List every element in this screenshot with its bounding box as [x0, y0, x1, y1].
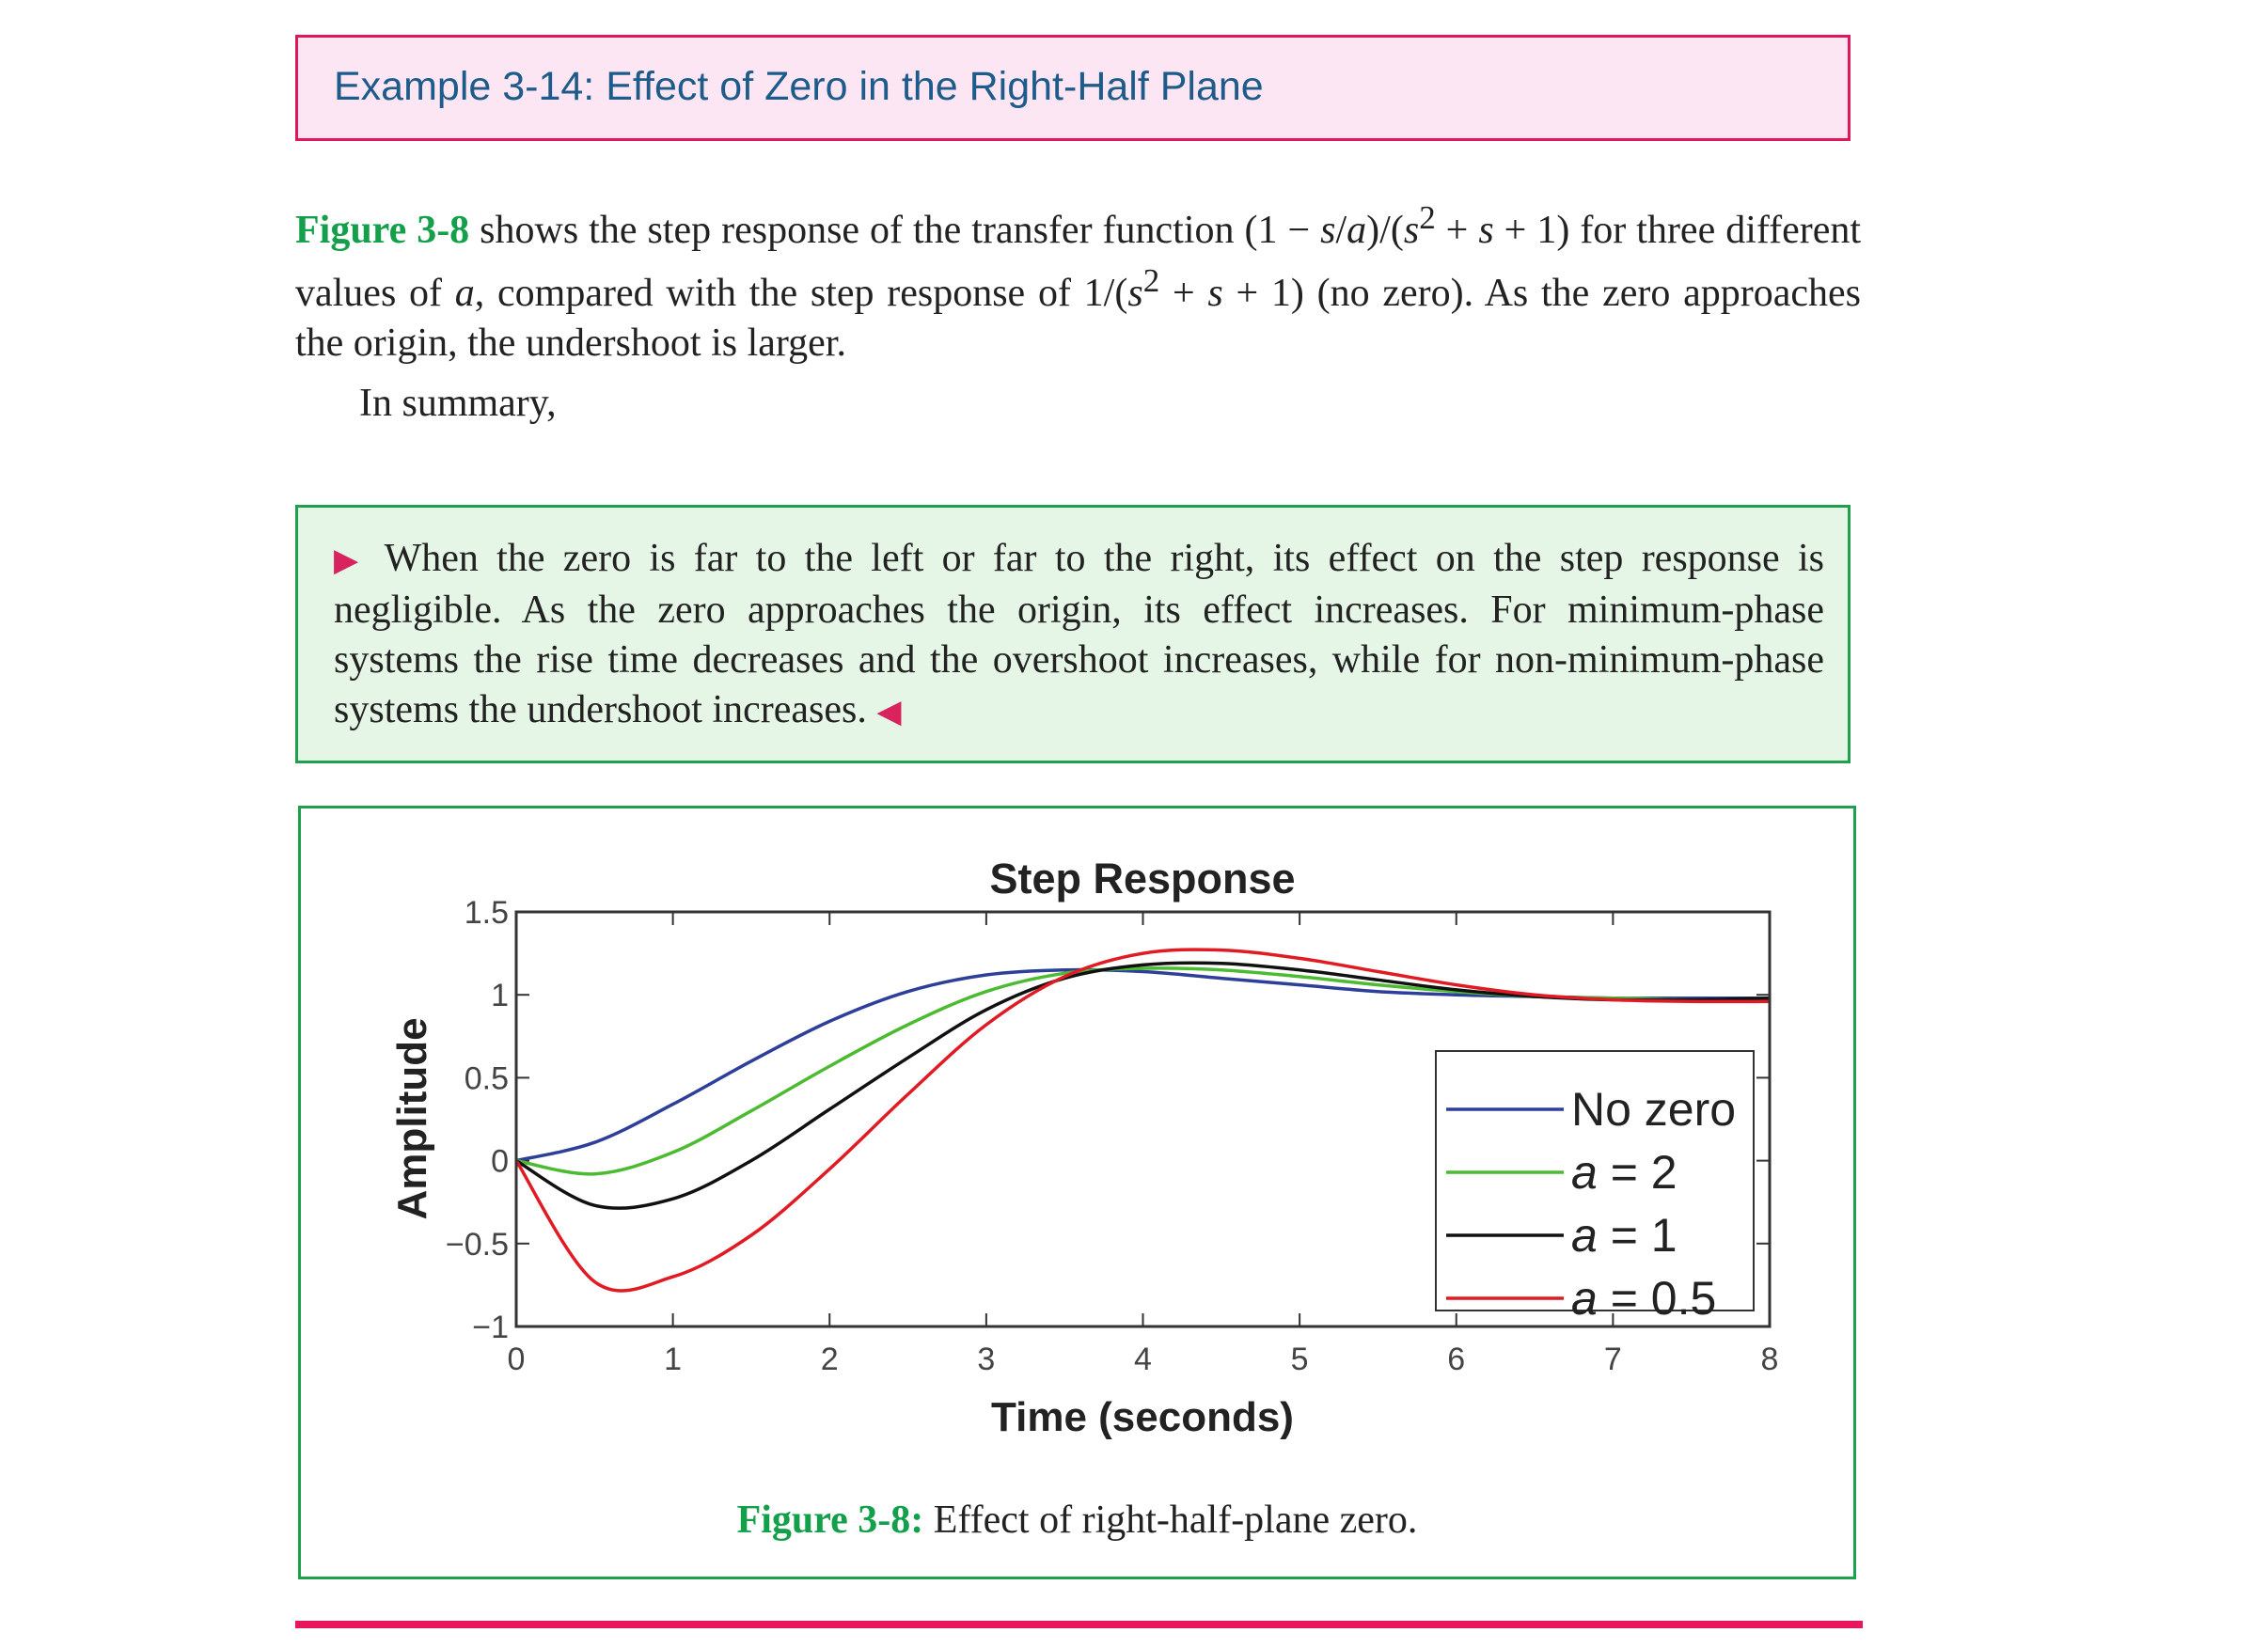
- summary-note-box: [295, 505, 1851, 763]
- summary-text: In summary,: [359, 382, 557, 425]
- y-tick-label: −1: [472, 1310, 509, 1345]
- figure-reference-link[interactable]: Figure 3-8: [295, 209, 470, 252]
- var-s: s: [1478, 209, 1494, 252]
- para-text-7: +: [1159, 272, 1208, 315]
- x-tick-label: 8: [1760, 1342, 1779, 1377]
- x-tick-label: 1: [664, 1342, 683, 1377]
- figure-caption-text: Effect of right-half-plane zero.: [923, 1499, 1418, 1542]
- x-tick-label: 5: [1290, 1342, 1309, 1377]
- step-response-chart: [301, 808, 1853, 1485]
- legend-label: a = 1: [1571, 1209, 1677, 1262]
- x-tick-label: 0: [507, 1342, 526, 1377]
- x-tick-label: 3: [977, 1342, 996, 1377]
- legend-label: No zero: [1571, 1083, 1737, 1136]
- bottom-rule: [295, 1621, 1863, 1628]
- figure-caption: [301, 1498, 1853, 1543]
- para-text-8: + 1) (no zero). As the zero approaches the origin, the undershoot is larger.: [295, 272, 1861, 365]
- legend: [1436, 1051, 1754, 1325]
- note-text-block: [334, 534, 1824, 737]
- para-text-5: + 1) for three different values of: [295, 209, 1862, 315]
- exponent: 2: [1419, 199, 1436, 236]
- y-tick-label: 1: [491, 978, 509, 1014]
- figure-box: [298, 806, 1856, 1579]
- legend-label: a = 2: [1571, 1146, 1677, 1199]
- var-s: s: [1127, 272, 1143, 315]
- y-tick-label: 0.5: [464, 1060, 509, 1097]
- example-title: Example 3-14: Effect of Zero in the Right-Half Plane: [334, 64, 1264, 109]
- triangle-left-icon: ◀: [876, 695, 902, 730]
- para-text-6: , compared with the step response of 1/(: [474, 272, 1128, 315]
- y-tick-label: −0.5: [445, 1226, 509, 1263]
- example-box: [295, 35, 1851, 141]
- x-axis-label: Time (seconds): [991, 1394, 1294, 1440]
- para-text-2: /: [1335, 209, 1347, 252]
- exponent: 2: [1142, 262, 1160, 299]
- triangle-right-icon: ▶: [334, 543, 367, 578]
- para-text-3: )/(: [1366, 209, 1404, 252]
- legend-label: a = 0.5: [1571, 1272, 1717, 1325]
- y-axis-label: Amplitude: [389, 1017, 435, 1220]
- y-tick-label: 1.5: [464, 895, 509, 931]
- y-tick-label: 0: [491, 1143, 509, 1180]
- x-tick-label: 4: [1134, 1342, 1152, 1377]
- x-tick-label: 6: [1447, 1342, 1466, 1377]
- para-text-1: shows the step response of the transfer function (1 −: [469, 209, 1321, 252]
- var-a: a: [1347, 209, 1367, 252]
- intro-paragraph: [295, 193, 1861, 369]
- note-text: When the zero is far to the left or far to the right, its effect on the step response is negligible. As the zero approaches the origin, its effect increases. For minimum-phase systems the rise time decreases and the overshoot increases, while for non-minimum-phase systems the undershoot increases.: [334, 537, 1824, 731]
- x-tick-label: 7: [1603, 1342, 1622, 1377]
- chart-title: Step Response: [989, 855, 1296, 902]
- var-a: a: [454, 272, 475, 315]
- x-tick-label: 2: [820, 1342, 839, 1377]
- var-s: s: [1403, 209, 1420, 252]
- var-s: s: [1320, 209, 1336, 252]
- para-text-4: +: [1435, 209, 1479, 252]
- var-s: s: [1207, 272, 1223, 315]
- figure-caption-label: Figure 3-8:: [736, 1499, 924, 1542]
